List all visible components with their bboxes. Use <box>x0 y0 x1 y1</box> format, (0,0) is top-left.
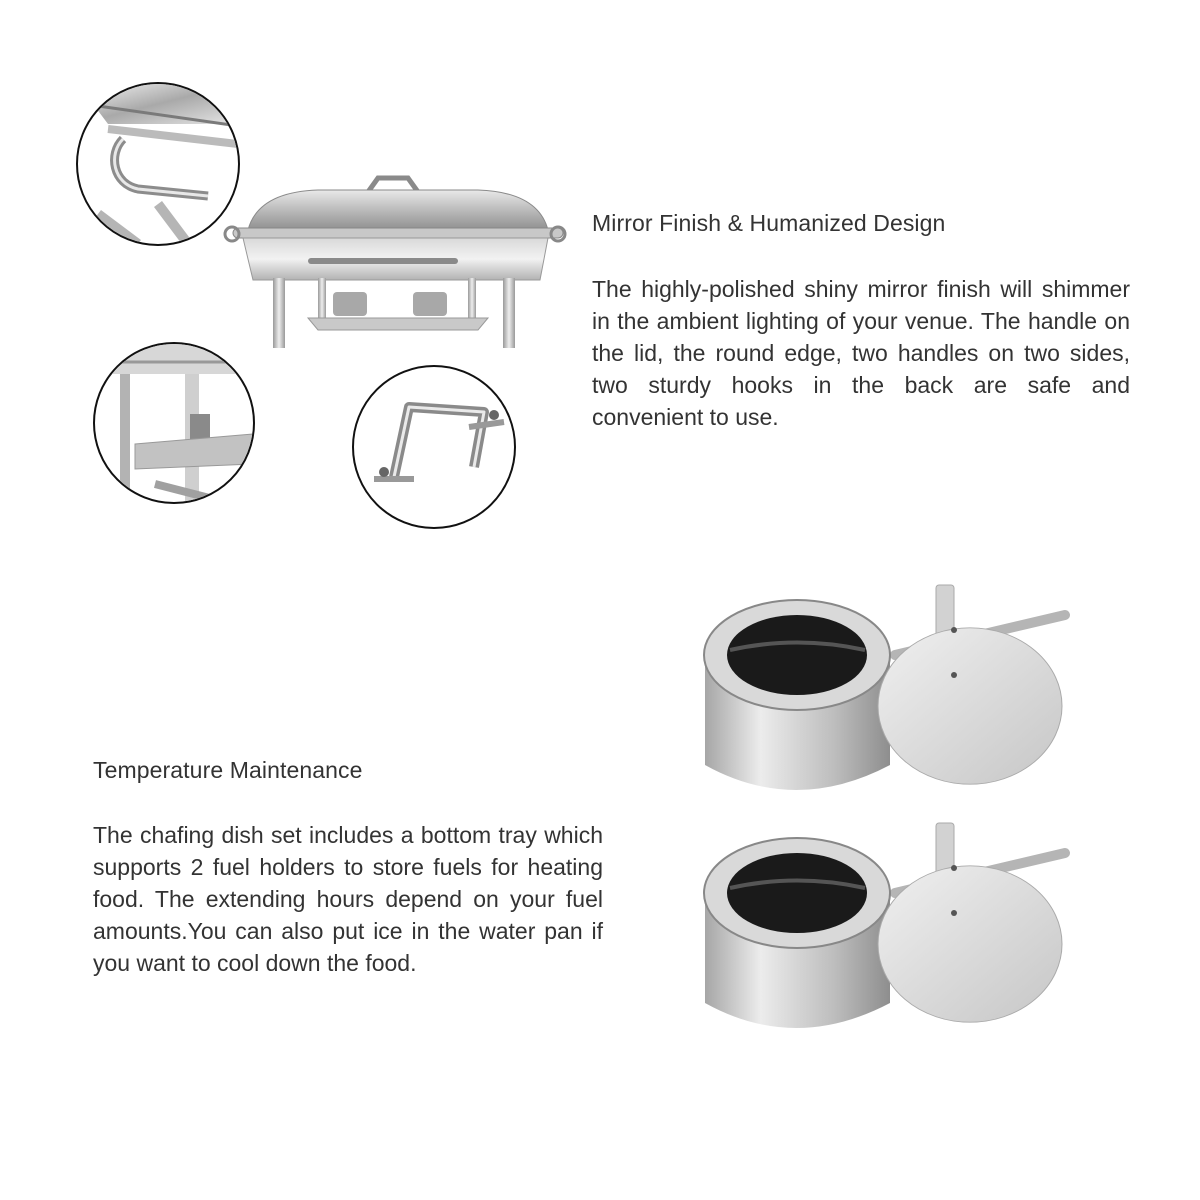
section-title-mirror-finish: Mirror Finish & Humanized Design <box>592 210 946 236</box>
chafing-dish-icon <box>218 170 568 355</box>
fuel-holder-icon <box>700 580 1080 810</box>
fuel-holder-icon <box>700 818 1080 1048</box>
section-body-temperature: The chafing dish set includes a bottom tray which supports 2 fuel holders to store fuels for heating food. The extending hours depend on your fuel amounts.You can also put ice in the water pan if you want to cool down the food. <box>93 822 603 976</box>
frame-detail-icon <box>93 342 255 504</box>
section-body-mirror-finish: The highly-polished shiny mirror finish will shimmer in the ambient lighting of your venue. The handle on the lid, the round edge, two handles on two sides, two sturdy hooks in the back are safe and convenient to use. <box>592 276 1130 430</box>
handle-detail-icon <box>76 82 240 246</box>
section-title-temperature: Temperature Maintenance <box>93 757 363 783</box>
hook-detail-icon <box>352 365 516 529</box>
